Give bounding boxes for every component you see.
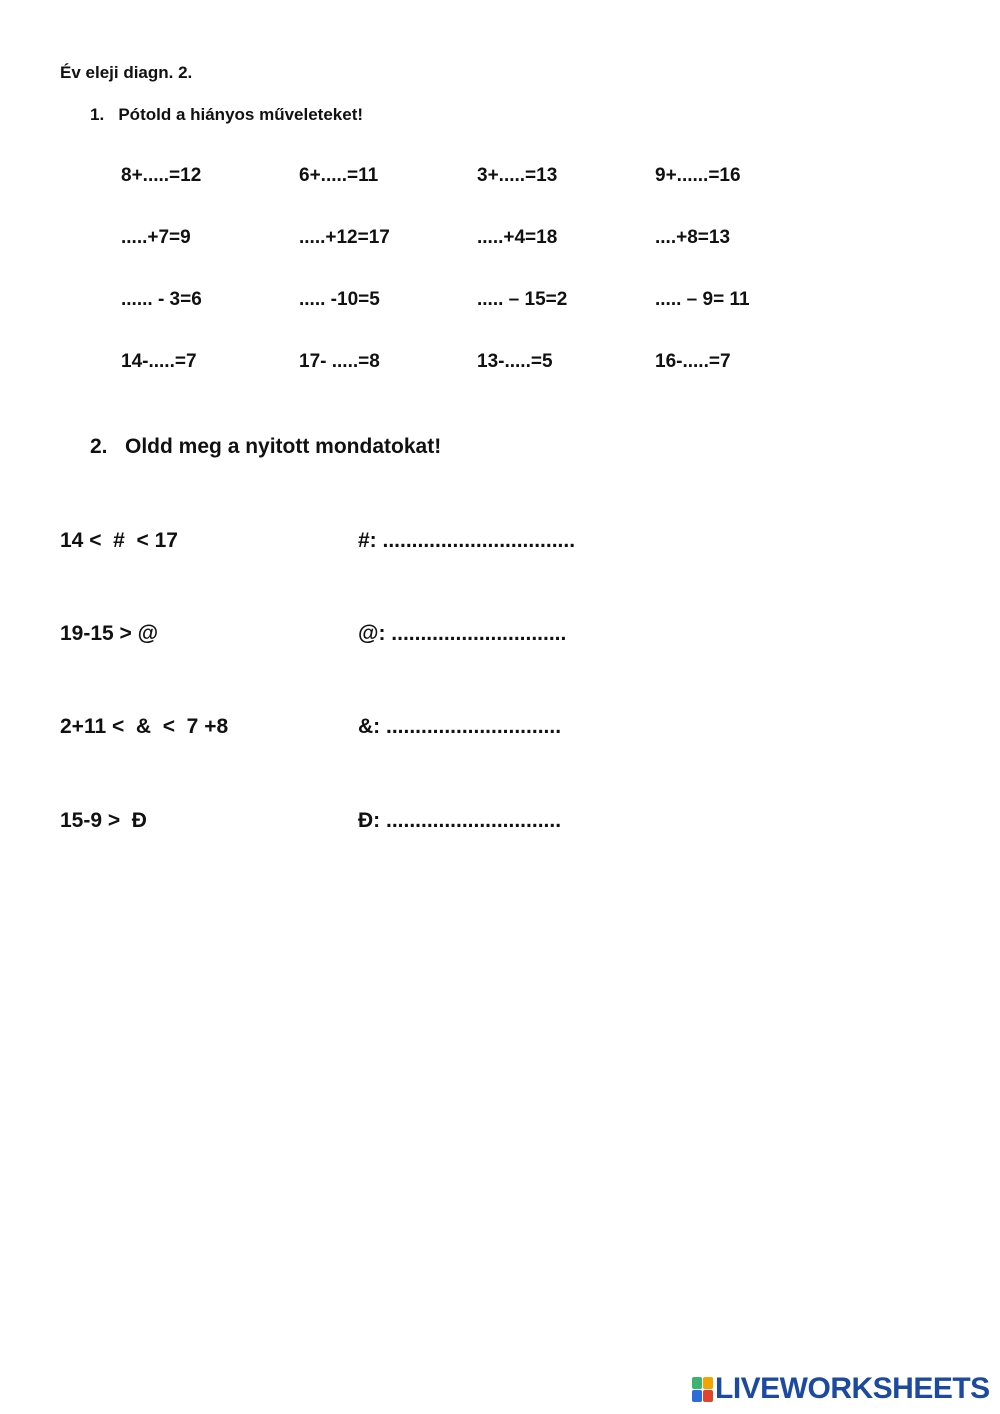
open-sentence: 19-15 > @ (60, 622, 159, 645)
equation: .....+4=18 (477, 227, 558, 248)
logo-mark-icon (692, 1377, 713, 1402)
answer-blank[interactable]: &: .............................. (358, 715, 562, 738)
answer-blank[interactable]: @: .............................. (358, 622, 567, 645)
task2-heading: 2. Oldd meg a nyitott mondatokat! (90, 435, 442, 458)
equation: .....+7=9 (121, 227, 191, 248)
answer-blank[interactable]: Đ: .............................. (358, 809, 562, 832)
equation: ..... – 15=2 (477, 289, 568, 310)
equation: 3+.....=13 (477, 165, 558, 186)
task1-heading: 1. Pótold a hiányos műveleteket! (90, 105, 364, 124)
equation: 9+......=16 (655, 165, 741, 186)
document-title: Év eleji diagn. 2. (60, 63, 193, 82)
logo-square-blue (692, 1390, 702, 1402)
open-sentence: 15-9 > Đ (60, 809, 147, 832)
liveworksheets-logo (692, 1372, 990, 1405)
open-sentence: 14 < # < 17 (60, 529, 178, 552)
logo-square-green (692, 1377, 702, 1389)
logo-square-red (703, 1390, 713, 1402)
logo-square-orange (703, 1377, 713, 1389)
equation: 6+.....=11 (299, 165, 379, 186)
equation: ....+8=13 (655, 227, 731, 248)
equation: 13-.....=5 (477, 351, 553, 372)
answer-blank[interactable]: #: ................................. (358, 529, 576, 552)
equation: 16-.....=7 (655, 351, 731, 372)
equation: 14-.....=7 (121, 351, 197, 372)
equation: .....+12=17 (299, 227, 390, 248)
equation: 8+.....=12 (121, 165, 202, 186)
open-sentence: 2+11 < & < 7 +8 (60, 715, 229, 738)
equation: 17- .....=8 (299, 351, 380, 372)
equation: ...... - 3=6 (121, 289, 202, 310)
equation: ..... – 9= 11 (655, 289, 750, 310)
equation: ..... -10=5 (299, 289, 380, 310)
logo-text: LIVEWORKSHEETS (715, 1372, 990, 1405)
